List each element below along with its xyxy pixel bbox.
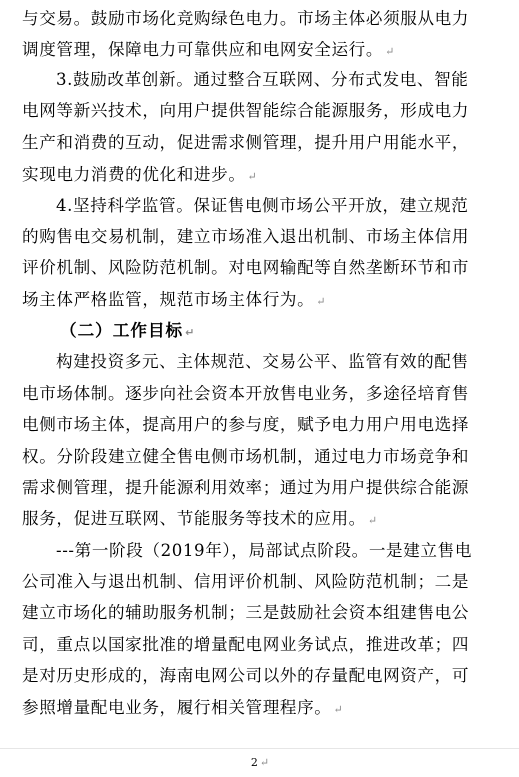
text-line: 参照增量配电业务，履行相关管理程序。 ↵ xyxy=(22,698,344,717)
page-divider xyxy=(0,748,519,749)
page-number: 2 ↵ xyxy=(250,756,270,769)
text-line: 与交易。鼓励市场化竞购绿色电力。市场主体必须服从电力 xyxy=(22,9,470,28)
text-line: 建立市场化的辅助服务机制；三是鼓励社会资本组建售电公 xyxy=(22,603,470,622)
text-line: 场主体严格监管，规范市场主体行为。 ↵ xyxy=(22,290,327,309)
text-line: 4.坚持科学监管。保证售电侧市场公平开放，建立规范 xyxy=(56,196,469,215)
text-line: ---第一阶段（2019年），局部试点阶段。一是建立售电 xyxy=(56,541,473,560)
text-line: 公司准入与退出机制、信用评价机制、风险防范机制；二是 xyxy=(22,572,470,591)
text-line: 是对历史形成的，海南电网公司以外的存量配电网资产，可 xyxy=(22,666,470,685)
text-line: 权。分阶段建立健全售电侧市场机制，通过电力市场竞争和 xyxy=(22,447,470,466)
text-line: 3.鼓励改革创新。通过整合互联网、分布式发电、智能 xyxy=(56,70,469,89)
text-line: 服务，促进互联网、节能服务等技术的应用。 ↵ xyxy=(22,509,378,528)
text-line: 评价机制、风险防范机制。对电网输配等自然垄断环节和市 xyxy=(22,258,470,277)
text-line: 需求侧管理，提升能源利用效率；通过为用户提供综合能源 xyxy=(22,478,470,497)
text-line: 调度管理，保障电力可靠供应和电网安全运行。 ↵ xyxy=(22,40,395,59)
paragraph-mark-icon: ↵ xyxy=(259,756,270,769)
text-line: 司，重点以国家批准的增量配电网业务试点，推进改革；四 xyxy=(22,635,470,654)
text-line: 的购售电交易机制，建立市场准入退出机制、市场主体信用 xyxy=(22,227,470,246)
paragraph-mark-icon: ↵ xyxy=(185,326,196,339)
paragraph-mark-icon: ↵ xyxy=(367,514,378,527)
section-heading: （二）工作目标 ↵ xyxy=(60,321,196,340)
text-line: 构建投资多元、主体规范、交易公平、监管有效的配售 xyxy=(56,352,469,371)
text-line: 生产和消费的互动，促进需求侧管理，提升用户用能水平， xyxy=(22,133,470,152)
text-line: 电侧市场主体，提高用户的参与度，赋予电力用户用电选择 xyxy=(22,415,470,434)
text-line: 实现电力消费的优化和进步。 ↵ xyxy=(22,165,258,184)
paragraph-mark-icon: ↵ xyxy=(333,703,344,716)
paragraph-mark-icon: ↵ xyxy=(316,295,327,308)
paragraph-mark-icon: ↵ xyxy=(385,45,395,58)
text-line: 电市场体制。逐步向社会资本开放售电业务，多途径培育售 xyxy=(22,384,470,403)
paragraph-mark-icon: ↵ xyxy=(247,170,258,183)
text-line: 电网等新兴技术，向用户提供智能综合能源服务，形成电力 xyxy=(22,101,470,120)
